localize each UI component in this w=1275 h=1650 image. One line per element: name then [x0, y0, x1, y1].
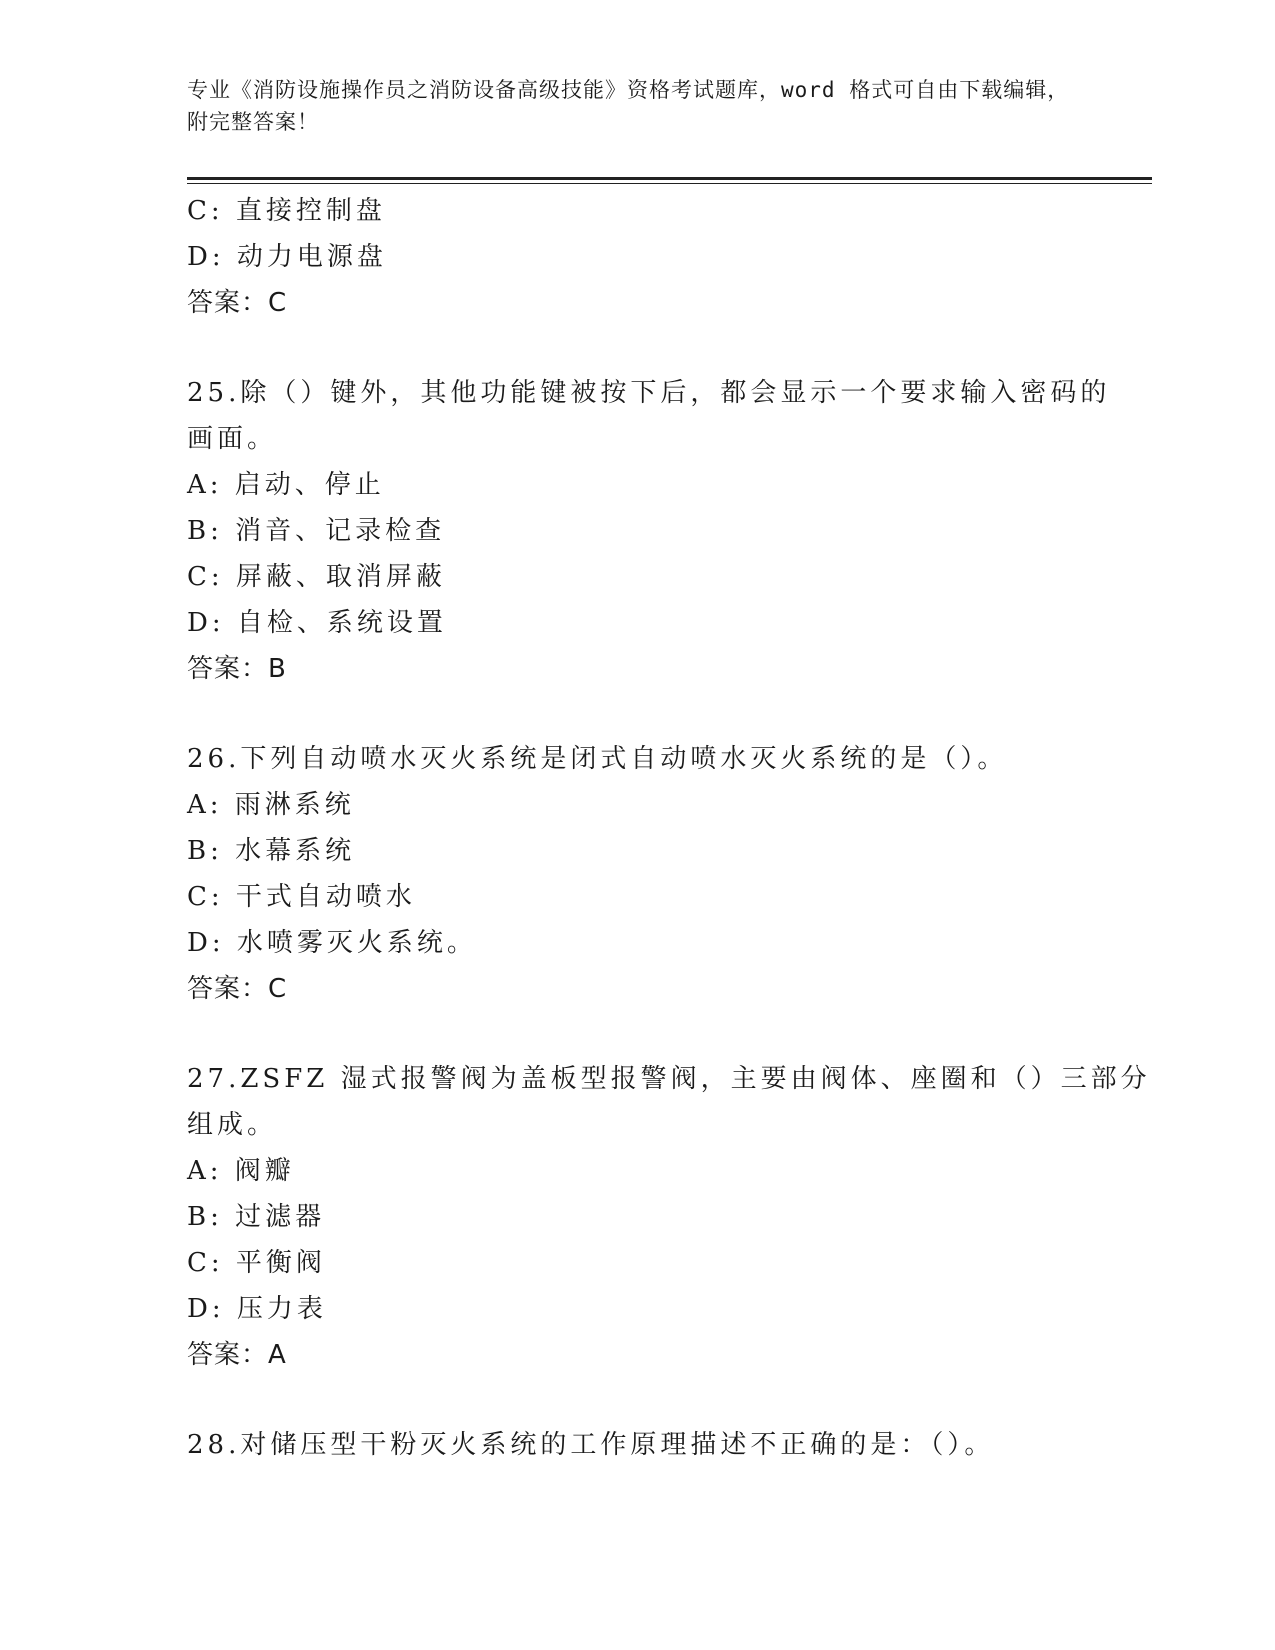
question-stem: 组成。: [187, 1110, 278, 1140]
question-stem: 26.下列自动喷水灭火系统是闭式自动喷水灭火系统的是（）。: [187, 744, 1008, 774]
question-25: [187, 370, 1111, 692]
question-stem: 画面。: [187, 424, 278, 454]
document-header: [187, 74, 1077, 138]
question-stem: 28.对储压型干粉灭火系统的工作原理描述不正确的是：（）。: [187, 1430, 995, 1460]
option-c: C: 屏蔽、取消屏蔽: [187, 562, 446, 592]
question-list: [187, 188, 1151, 1468]
question-stem: 27.ZSFZ 湿式报警阀为盖板型报警阀，主要由阀体、座圈和（）三部分: [187, 1064, 1151, 1094]
option-d: D: 自检、系统设置: [187, 608, 447, 638]
answer-line: 答案：A: [187, 1340, 287, 1370]
spacer: [187, 692, 1087, 736]
question-26: [187, 736, 1087, 1012]
option-d: D: 动力电源盘: [187, 242, 387, 272]
header-text: 专业《消防设施操作员之消防设备高级技能》资格考试题库，word 格式可自由下载编辑，附完整答案！: [187, 78, 1070, 134]
header-divider-thick: [187, 177, 1152, 180]
option-c: C: 干式自动喷水: [187, 882, 416, 912]
question-stem: 25.除（）键外，其他功能键被按下后，都会显示一个要求输入密码的: [187, 378, 1111, 408]
answer-line: 答案：C: [187, 288, 288, 318]
question-28: [187, 1422, 1087, 1468]
option-a: A: 雨淋系统: [187, 790, 355, 820]
option-c: C: 平衡阀: [187, 1248, 326, 1278]
answer-line: 答案：B: [187, 654, 287, 684]
previous-question-tail: [187, 188, 1087, 326]
question-27: [187, 1056, 1151, 1378]
option-b: B: 过滤器: [187, 1202, 326, 1232]
option-b: B: 消音、记录检查: [187, 516, 446, 546]
spacer: [187, 1378, 1087, 1422]
spacer: [187, 326, 1087, 370]
answer-line: 答案：C: [187, 974, 288, 1004]
spacer: [187, 1012, 1087, 1056]
option-d: D: 压力表: [187, 1294, 327, 1324]
option-b: B: 水幕系统: [187, 836, 356, 866]
header-divider-thin: [187, 183, 1152, 184]
option-d: D: 水喷雾灭火系统。: [187, 928, 477, 958]
option-a: A: 启动、停止: [187, 470, 385, 500]
option-c: C: 直接控制盘: [187, 196, 386, 226]
option-a: A: 阀瓣: [187, 1156, 295, 1186]
